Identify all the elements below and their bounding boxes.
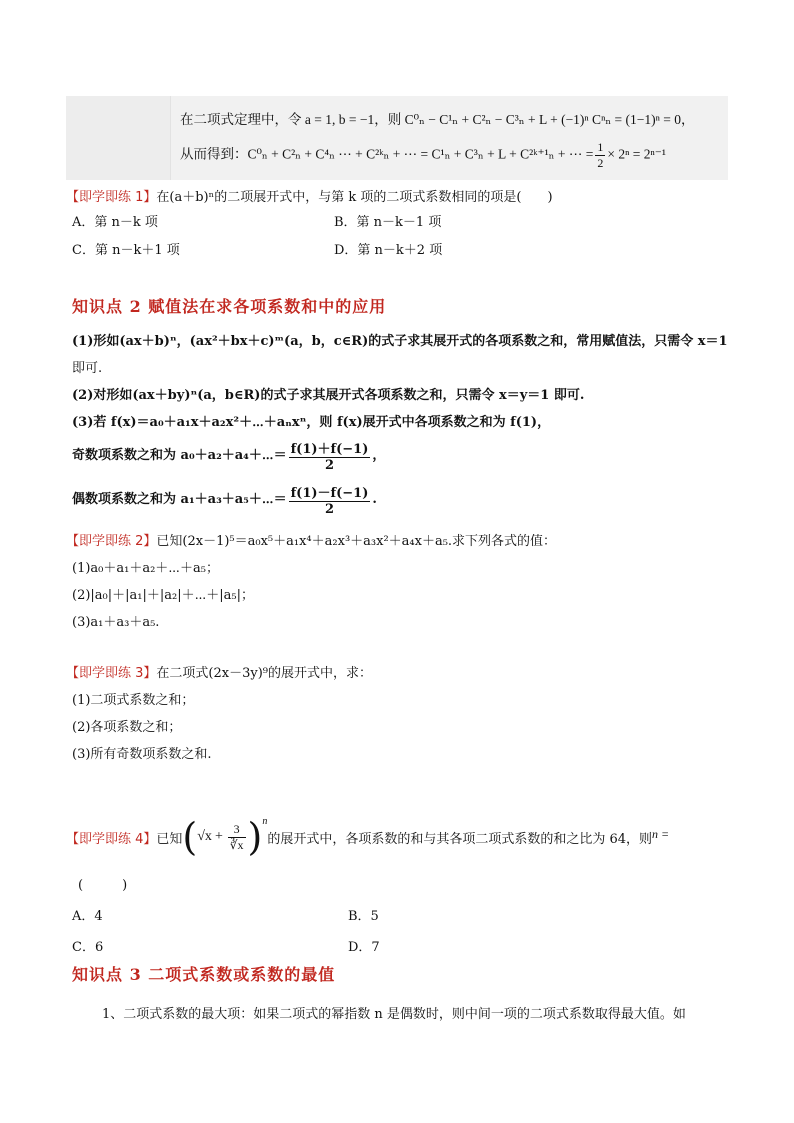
- table-line-1: 在二项式定理中，令 a = 1, b = −1，则 C⁰ₙ − C¹ₙ + C²ₙ − C³ₙ + L + (−1)ⁿ Cⁿₙ = (1−1)ⁿ = 0，: [180, 112, 695, 127]
- section-2-paragraph-1-end: 即可.: [72, 361, 103, 376]
- table-label-cell: [66, 96, 171, 180]
- section-2-paragraph-2: (2)对形如(ax＋by)ⁿ(a，b∈R)的式子求其展开式各项系数之和，只需令 x＝y＝1 即可.: [72, 388, 585, 403]
- right-paren-icon: ): [247, 815, 263, 859]
- formula-table: [66, 96, 728, 180]
- practice-4-end: n =: [652, 826, 670, 841]
- practice-3-tag: 【即学即练 3】: [66, 666, 157, 681]
- practice-4-tag: 【即学即练 4】: [66, 831, 157, 847]
- practice-1-text: 在(a＋b)ⁿ的二项展开式中，与第 k 项的二项式系数相同的项是( ): [156, 190, 553, 205]
- fraction-denominator: 2: [324, 458, 334, 473]
- practice-4-option-a: A．4: [72, 909, 103, 924]
- practice-2-text: 已知(2x－1)⁵＝a₀x⁵＋a₁x⁴＋a₂x³＋a₃x²＋a₄x＋a₅.求下列各式的值：: [156, 534, 557, 549]
- practice-4-prefix: 已知: [156, 831, 183, 847]
- practice-3-item-2: (2)各项系数之和；: [72, 720, 182, 735]
- fraction-denominator: 2: [324, 502, 334, 517]
- table-line-2-left: C⁰ₙ + C²ₙ + C⁴ₙ ⋯ + C²ᵏₙ + ⋯ = C¹ₙ + C³ₙ + L + C²ᵏ⁺¹ₙ + ⋯ =: [247, 146, 594, 162]
- left-paren-icon: (: [182, 815, 198, 859]
- practice-4-suffix: 的展开式中，各项系数的和与其各项二项式系数的和之比为 64，则: [267, 831, 653, 847]
- practice-2-tag: 【即学即练 2】: [66, 534, 157, 549]
- table-line-2-right: × 2ⁿ = 2ⁿ⁻¹: [607, 146, 666, 162]
- section-2-heading: 知识点 2 赋值法在求各项系数和中的应用: [72, 297, 387, 316]
- practice-4-answer-blank: ( ): [78, 878, 128, 893]
- sqrt-x: √x: [197, 829, 212, 844]
- practice-3-text: 在二项式(2x－3y)⁹的展开式中，求：: [156, 666, 372, 681]
- practice-2-item-3: (3)a₁＋a₃＋a₅.: [72, 615, 160, 630]
- practice-3-item-1: (1)二项式系数之和；: [72, 693, 195, 708]
- practice-2-item-2: (2)|a₀|＋|a₁|＋|a₂|＋⋯＋|a₅|；: [72, 588, 255, 603]
- practice-1-option-c: C．第 n－k＋1 项: [72, 243, 180, 258]
- table-half-fraction: [595, 140, 605, 171]
- fraction-denominator: 2: [597, 156, 604, 170]
- practice-1-option-a: A．第 n－k 项: [72, 215, 158, 230]
- three-over-cbrt-x: [228, 822, 246, 853]
- power-n: n: [262, 815, 268, 827]
- plus-sign: +: [214, 829, 223, 844]
- practice-3-question: [66, 662, 372, 681]
- practice-1-option-b: B．第 n－k－1 项: [334, 215, 442, 230]
- practice-1-option-d: D．第 n－k＋2 项: [334, 243, 443, 258]
- section-3-paragraph-1: 1、二项式系数的最大项：如果二项式的幂指数 n 是偶数时，则中间一项的二项式系数取得最大值。如: [102, 1007, 686, 1022]
- even-sum-suffix: .: [372, 492, 377, 507]
- even-coefficient-sum: [72, 482, 377, 517]
- odd-coefficient-sum: [72, 438, 385, 473]
- practice-1-tag: 【即学即练 1】: [66, 190, 157, 205]
- odd-sum-prefix: 奇数项系数之和为 a₀＋a₂＋a₄＋⋯＝: [72, 448, 287, 463]
- practice-3-item-3: (3)所有奇数项系数之和.: [72, 747, 212, 762]
- practice-4-option-c: C．6: [72, 940, 104, 955]
- fraction-denominator: ∛x: [229, 837, 244, 852]
- odd-sum-suffix: ，: [372, 448, 386, 463]
- fraction-numerator: 1: [597, 140, 604, 154]
- fraction-numerator: f(1)＋f(−1): [289, 438, 371, 458]
- odd-sum-fraction: [289, 438, 371, 473]
- practice-2-question: [66, 530, 556, 549]
- table-line-2-prefix: 从而得到：: [180, 146, 248, 162]
- practice-4-option-b: B．5: [348, 909, 379, 924]
- section-3-heading: 知识点 3 二项式系数或系数的最值: [72, 965, 336, 984]
- even-sum-prefix: 偶数项系数之和为 a₁＋a₃＋a₅＋⋯＝: [72, 492, 287, 507]
- section-2-paragraph-1: (1)形如(ax＋b)ⁿ，(ax²＋bx＋c)ᵐ(a，b，c∈R)的式子求其展开式的各项系数之和，常用赋值法，只需令 x＝1: [72, 334, 728, 349]
- fraction-numerator: f(1)－f(−1): [289, 482, 371, 502]
- practice-4-option-d: D．7: [348, 940, 380, 955]
- table-line-2: [180, 140, 666, 171]
- practice-2-item-1: (1)a₀＋a₁＋a₂＋⋯＋a₅；: [72, 561, 219, 576]
- even-sum-fraction: [289, 482, 371, 517]
- section-2-paragraph-3: (3)若 f(x)＝a₀＋a₁x＋a₂x²＋⋯＋aₙxⁿ，则 f(x)展开式中各项系数之和为 f(1)，: [72, 415, 551, 430]
- practice-1-question: [66, 186, 553, 205]
- practice-4-question: [66, 812, 669, 862]
- fraction-numerator: 3: [228, 822, 246, 838]
